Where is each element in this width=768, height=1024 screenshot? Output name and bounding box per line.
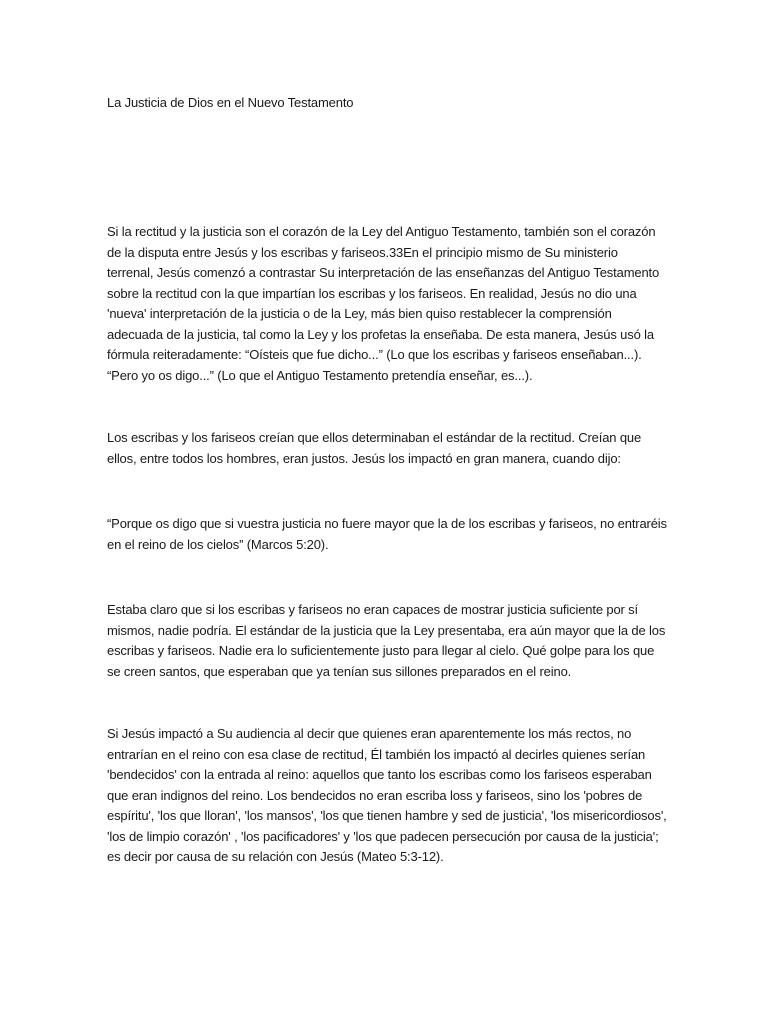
paragraph-4: Estaba claro que si los escribas y fariseos no eran capaces de mostrar justicia suficiente por sí mismos, nadie podría. El estándar de la justicia que la Ley presentaba, era aún mayor que la de los escribas y fariseos. Nadie era lo suficientemente justo para llegar al cielo. Qué golpe para los que se creen santos, que esperaban que ya tenían sus sillones preparados en el reino. <box>107 602 666 679</box>
paragraph-5: Si Jesús impactó a Su audiencia al decir que quienes eran aparentemente los más rectos, no entrarían en el reino con esa clase de rectitud, Él también los impactó al decirles quienes serían 'bendecidos' con la entrada al reino: aquellos que tanto los escribas como los fariseos esperaban que eran indignos del reino. Los bendecidos no eran escriba loss y fariseos, sino los 'pobres de espíritu', 'los que lloran', 'los mansos', 'los que tienen hambre y sed de justicia', 'los misericordiosos', 'los de limpio corazón' , 'los pacificadores' y 'los que padecen persecución por causa de la justicia'; es decir por causa de su relación con Jesús (Mateo 5:3-12). <box>107 726 667 864</box>
document-title: La Justicia de Dios en el Nuevo Testamento <box>107 95 354 110</box>
paragraph-quote: “Porque os digo que si vuestra justicia no fuere mayor que la de los escribas y fariseos, no entraréis en el reino de los cielos” (Marcos 5:20). <box>107 516 667 552</box>
paragraph-1: Si la rectitud y la justicia son el corazón de la Ley del Antiguo Testamento, también son el corazón de la disputa entre Jesús y los escribas y fariseos.33En el principio mismo de Su ministerio terrenal, Jesús comenzó a contrastar Su interpretación de las enseñanzas del Antiguo Testamento sobre la rectitud con la que impartían los escribas y los fariseos. En realidad, Jesús no dio una 'nueva' interpretación de la justicia o de la Ley, más bien quiso restablecer la comprensión adecuada de la justicia, tal como la Ley y los profetas la enseñaba. De esta manera, Jesús usó la fórmula reiteradamente: “Oísteis que fue dicho...” (Lo que los escribas y fariseos enseñaban...). “Pero yo os digo...” (Lo que el Antiguo Testamento pretendía enseñar, es...). <box>107 224 660 383</box>
paragraph-2: Los escribas y los fariseos creían que ellos determinaban el estándar de la rectitud. Creían que ellos, entre todos los hombres, eran justos. Jesús los impactó en gran manera, cuando dijo: <box>107 430 642 466</box>
